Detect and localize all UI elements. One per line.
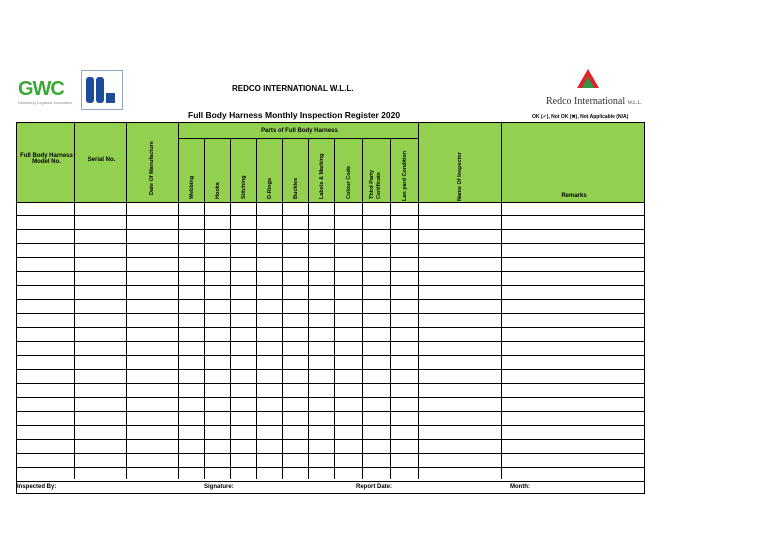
table-row — [16, 412, 645, 426]
table-row — [16, 440, 645, 454]
header-parts-group-cell — [178, 122, 419, 139]
table-row — [16, 398, 645, 412]
header-part-cell — [204, 138, 231, 203]
header-part-cell — [282, 138, 309, 203]
redco-logo-text: Redco International — [546, 96, 626, 107]
table-gridline — [362, 202, 363, 479]
gwc-logo-tagline: Delivering Logistics Innovation — [18, 100, 73, 105]
table-gridline — [501, 202, 502, 479]
header-part-cell — [390, 138, 419, 203]
footer-signature: Signature: — [204, 484, 234, 490]
header-part-cell — [230, 138, 257, 203]
table-row — [16, 454, 645, 468]
table-gridline — [390, 202, 391, 479]
header-part-cell — [256, 138, 283, 203]
table-row — [16, 244, 645, 258]
table-gridline — [418, 202, 419, 479]
status-legend: OK (✓), Not OK (✖), Not Applicable (N/A) — [532, 114, 629, 120]
header-parts-group: Parts of Full Body Harness — [261, 128, 338, 134]
header-serial-cell — [74, 122, 127, 203]
header-part-third-party: Third Party Certificate — [369, 169, 382, 199]
table-row — [16, 314, 645, 328]
table-gridline — [74, 202, 75, 479]
table-row — [16, 216, 645, 230]
header-part-cell — [362, 138, 391, 203]
table-gridline — [334, 202, 335, 479]
header-date: Date Of Manufacture — [149, 141, 155, 195]
table-bottom-border — [16, 493, 645, 494]
inspection-table — [16, 122, 645, 494]
header-inspector-cell — [418, 122, 502, 203]
table-row — [16, 230, 645, 244]
header-part-lanyard: Lan yard Condition — [402, 150, 408, 201]
redco-logo-suffix: W.L.L. — [627, 101, 642, 106]
header-date-cell — [126, 122, 179, 203]
header-part-stitching: Stitching — [241, 175, 247, 199]
table-row — [16, 328, 645, 342]
gwc-mark-icon — [81, 70, 123, 110]
footer-inspected-by: Inspected By: — [17, 484, 57, 490]
company-name: REDCO INTERNATIONAL W.L.L. — [232, 84, 354, 93]
table-row — [16, 258, 645, 272]
table-row — [16, 468, 645, 482]
header-model-cell — [16, 122, 75, 203]
table-gridline — [204, 202, 205, 479]
redco-triangle-icon — [576, 68, 600, 90]
header-part-buckles: Buckles — [293, 177, 299, 199]
gwc-logo-text: GWC — [18, 78, 64, 100]
table-gridline — [16, 202, 17, 479]
table-gridline — [126, 202, 127, 479]
header-inspector: Name Of Inspector — [457, 152, 463, 201]
header-model: Full Body Harness Model No. — [20, 153, 73, 165]
header-part-cell — [308, 138, 335, 203]
table-row — [16, 202, 645, 216]
table-row — [16, 286, 645, 300]
table-row — [16, 300, 645, 314]
page-title: Full Body Harness Monthly Inspection Register 2020 — [188, 110, 401, 120]
header-part-hooks: Hooks — [215, 182, 221, 199]
table-row — [16, 384, 645, 398]
header-serial: Serial No. — [87, 157, 116, 163]
header-part-colour-code: Colour Code — [346, 166, 352, 199]
footer-report-date: Report Date: — [356, 484, 393, 490]
table-gridline — [230, 202, 231, 479]
header-remarks: Remarks — [561, 193, 587, 199]
header-part-webbing: Webbing — [189, 175, 195, 199]
table-gridline — [644, 202, 645, 494]
header-part-cell — [334, 138, 363, 203]
header-part-d-rings: D-Rings — [267, 177, 273, 199]
table-gridline — [256, 202, 257, 479]
table-row — [16, 426, 645, 440]
header-part-cell — [178, 138, 205, 203]
gwc-logo — [18, 70, 123, 110]
header-remarks-cell — [501, 122, 645, 203]
table-gridline — [178, 202, 179, 479]
footer-month: Month: — [510, 484, 530, 490]
header-part-labels: Labels & Marking — [319, 153, 325, 199]
table-gridline — [308, 202, 309, 479]
table-gridline — [282, 202, 283, 479]
table-row — [16, 370, 645, 384]
table-row — [16, 356, 645, 370]
table-row — [16, 272, 645, 286]
redco-logo — [540, 68, 640, 112]
table-row — [16, 342, 645, 356]
